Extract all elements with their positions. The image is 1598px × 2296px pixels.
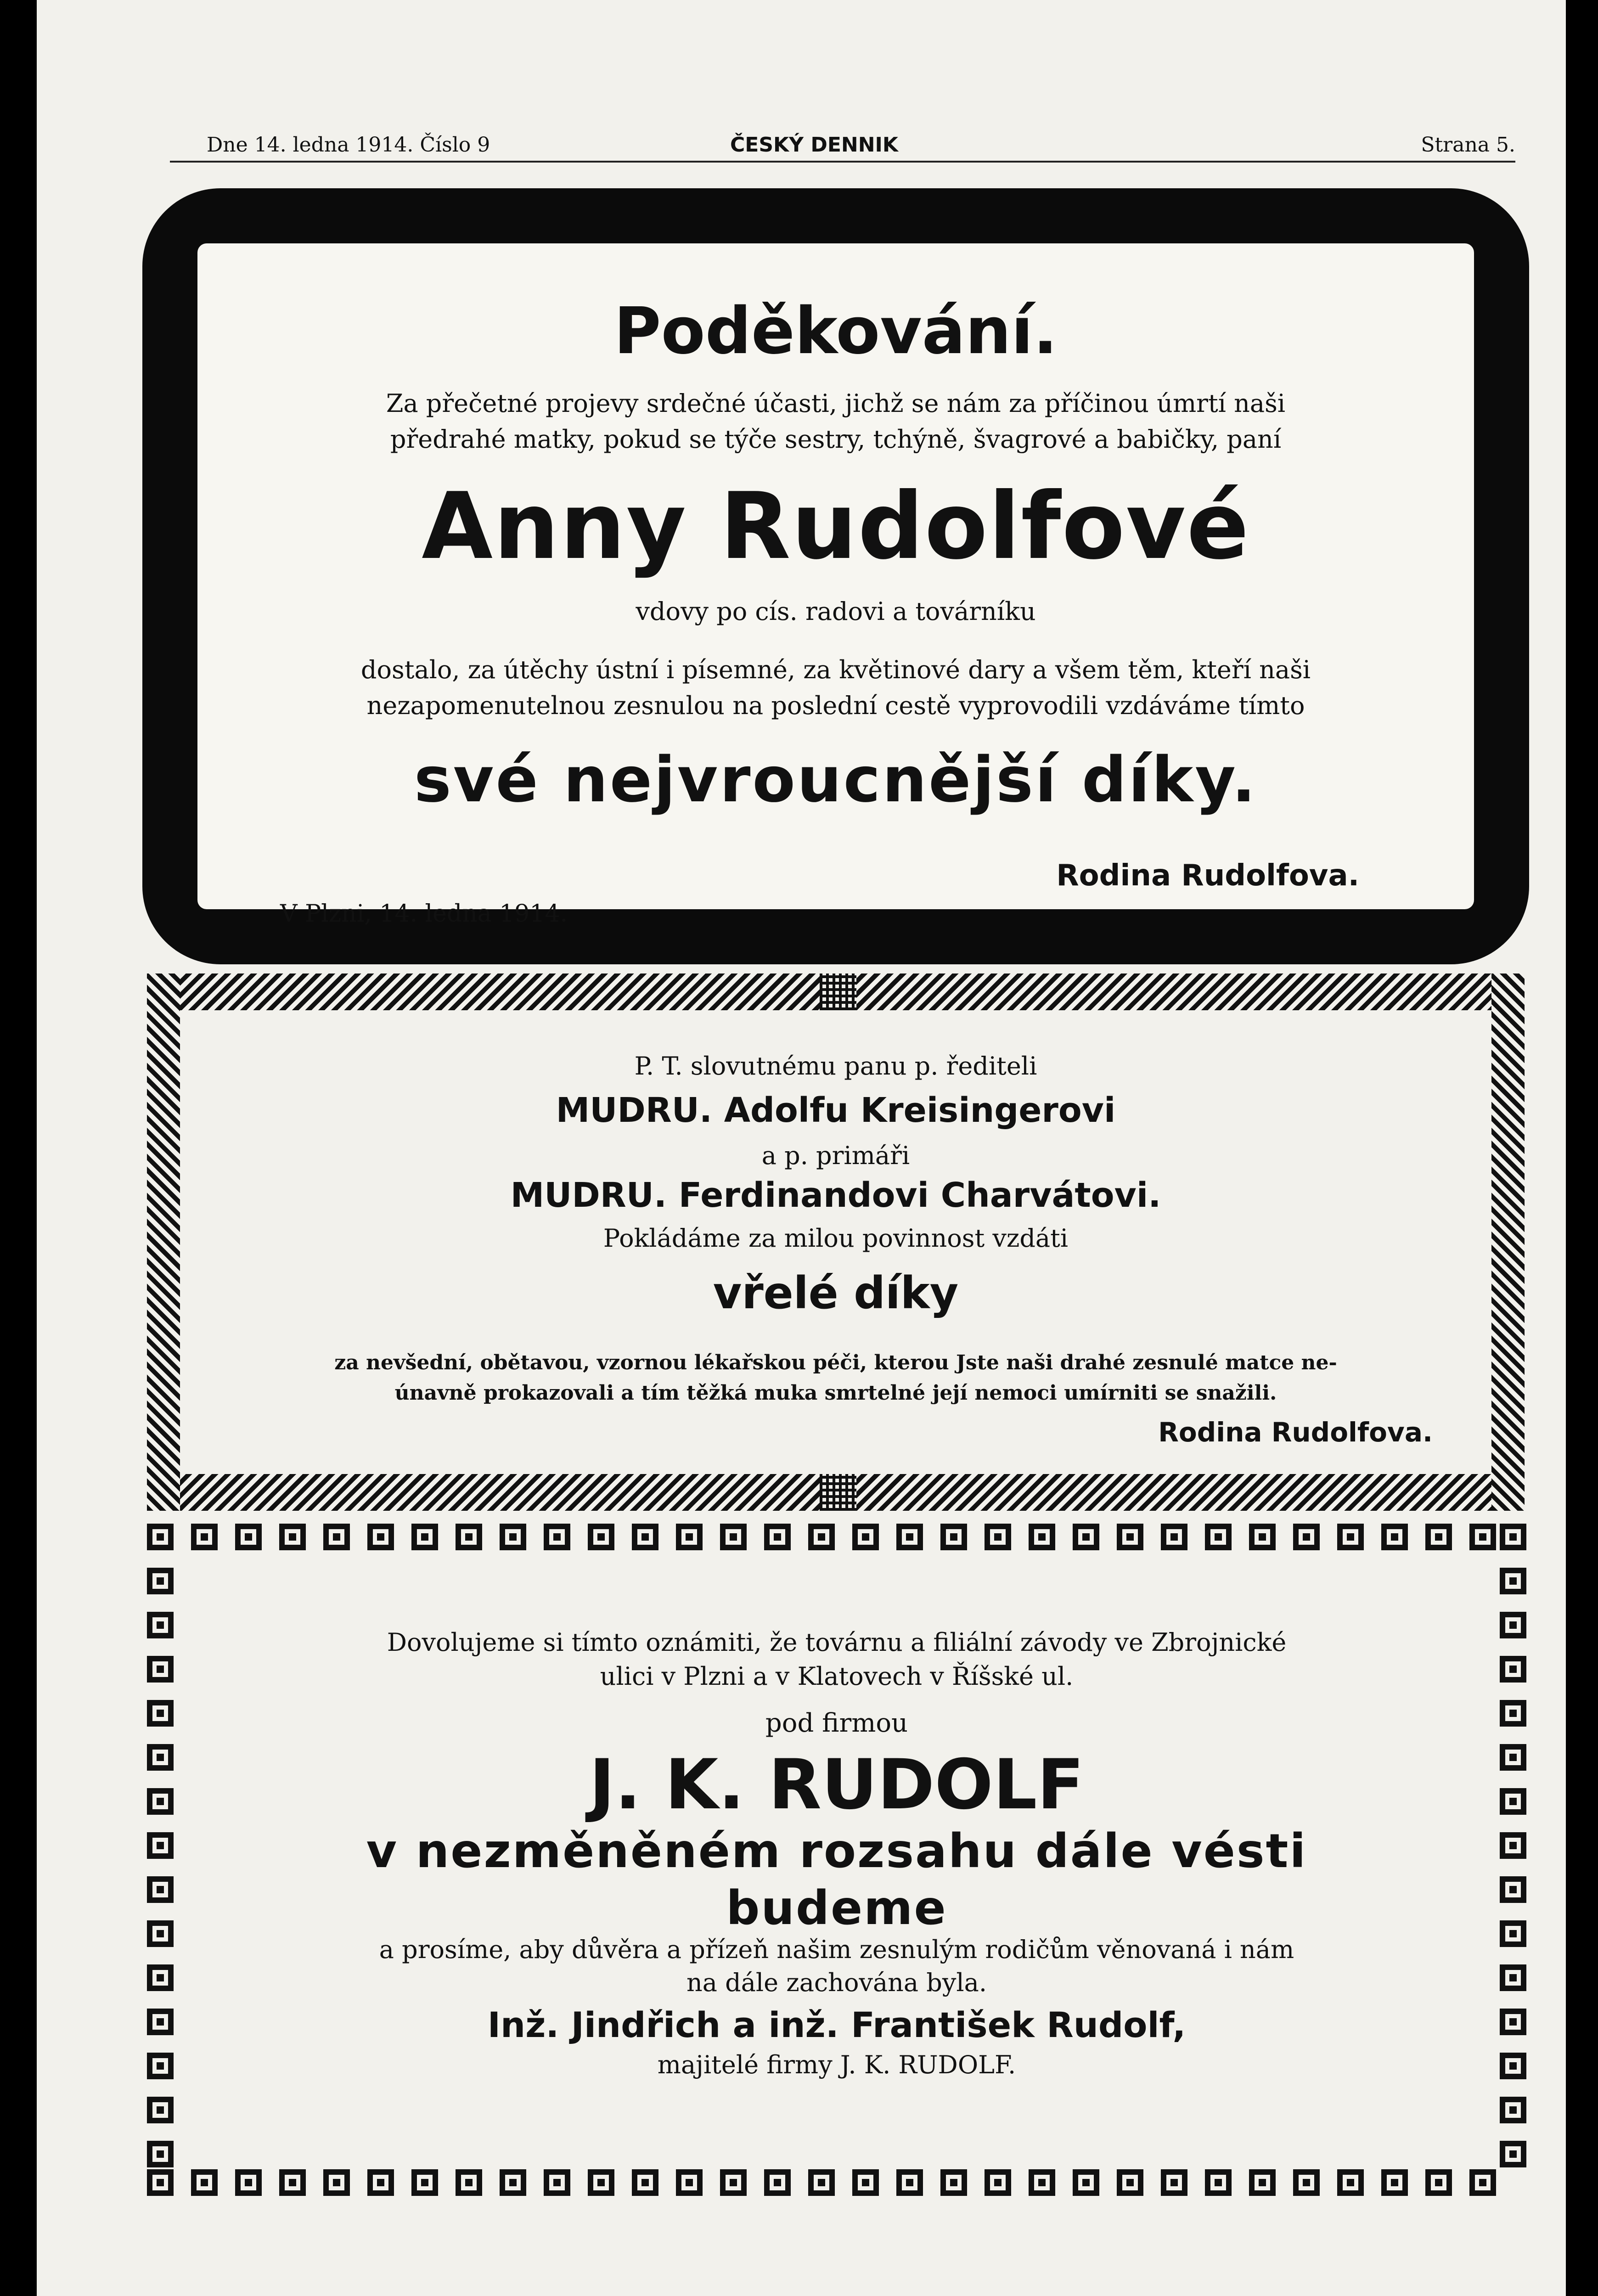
doctor-name-2: MUDRU. Ferdinandovi Charvátovi. bbox=[510, 1176, 1161, 1215]
border-square bbox=[279, 1524, 306, 1550]
ornament-center-bottom bbox=[820, 1474, 856, 1511]
border-square bbox=[1029, 1524, 1055, 1550]
border-square bbox=[500, 2169, 526, 2196]
border-square bbox=[191, 1524, 218, 1550]
border-square bbox=[500, 1524, 526, 1550]
border-square bbox=[1381, 2169, 1408, 2196]
duty-line: Pokládáme za milou povinnost vzdáti bbox=[603, 1224, 1069, 1253]
notice-intro bbox=[197, 386, 1474, 457]
border-square bbox=[764, 1524, 791, 1550]
header-date-issue: Dne 14. ledna 1914. Číslo 9 bbox=[207, 133, 490, 157]
border-square bbox=[896, 2169, 923, 2196]
border-square bbox=[1205, 2169, 1232, 2196]
border-square bbox=[1249, 2169, 1276, 2196]
thanks-heading-2: vřelé díky bbox=[713, 1267, 959, 1319]
announcement-line-2: ulici v Plzni a v Klatovech v Říšské ul. bbox=[600, 1662, 1074, 1691]
border-square bbox=[1425, 2169, 1452, 2196]
newspaper-page bbox=[37, 0, 1566, 2296]
border-square bbox=[367, 2169, 394, 2196]
square-border-bottom bbox=[143, 2166, 1530, 2200]
border-square bbox=[676, 1524, 703, 1550]
border-square bbox=[323, 2169, 350, 2196]
doctors-body-line-1: za nevšední, obětavou, vzornou lékařskou péči, kterou Jste naši drahé zesnulé matce ne- bbox=[334, 1351, 1337, 1374]
border-square bbox=[456, 1524, 482, 1550]
border-square bbox=[1425, 1524, 1452, 1550]
owners-subtitle: majitelé firmy J. K. RUDOLF. bbox=[657, 2050, 1016, 2079]
doctors-body bbox=[147, 1348, 1525, 1408]
notice-title: Poděkování. bbox=[613, 294, 1058, 369]
border-square bbox=[940, 2169, 967, 2196]
border-square bbox=[1161, 2169, 1187, 2196]
border-square bbox=[1500, 1568, 1526, 1594]
border-square bbox=[235, 2169, 262, 2196]
border-square bbox=[632, 1524, 658, 1550]
border-square bbox=[764, 2169, 791, 2196]
border-square bbox=[544, 1524, 570, 1550]
border-square bbox=[191, 2169, 218, 2196]
border-square bbox=[147, 1524, 174, 1550]
border-square bbox=[367, 1524, 394, 1550]
border-square bbox=[323, 1524, 350, 1550]
border-square bbox=[1073, 2169, 1099, 2196]
firm-name: J. K. RUDOLF bbox=[589, 1745, 1084, 1825]
thank-you-notice-frame bbox=[142, 188, 1529, 964]
border-square bbox=[852, 1524, 879, 1550]
intro-line-1: Za přečetné projevy srdečné účasti, jichž se nám za příčinou úmrtí naši bbox=[386, 389, 1286, 418]
continuation-heading-1: v nezměněném rozsahu dále vésti bbox=[366, 1824, 1307, 1879]
border-square bbox=[279, 2169, 306, 2196]
border-square bbox=[985, 1524, 1011, 1550]
border-square bbox=[411, 2169, 438, 2196]
border-square bbox=[940, 1524, 967, 1550]
ornament-center-top bbox=[820, 974, 856, 1010]
border-square bbox=[1293, 2169, 1320, 2196]
announcement-body bbox=[143, 1933, 1530, 1999]
family-signature: Rodina Rudolfova. bbox=[1056, 859, 1359, 893]
border-square bbox=[1117, 1524, 1143, 1550]
border-square bbox=[1469, 1524, 1496, 1550]
announcement-intro bbox=[143, 1626, 1530, 1694]
border-square bbox=[456, 2169, 482, 2196]
border-square bbox=[1500, 2141, 1526, 2167]
family-signature-2: Rodina Rudolfova. bbox=[1158, 1417, 1433, 1448]
deceased-name: Anny Rudolfové bbox=[422, 473, 1250, 580]
border-square bbox=[147, 2141, 174, 2167]
owners-names: Inž. Jindřich a inž. František Rudolf, bbox=[487, 2004, 1186, 2045]
border-square bbox=[1293, 1524, 1320, 1550]
body-line-2: nezapomenutelnou zesnulou na poslední cestě vyprovodili vzdáváme tímto bbox=[366, 691, 1305, 720]
border-square bbox=[720, 2169, 747, 2196]
doctor-name-1: MUDRU. Adolfu Kreisingerovi bbox=[556, 1091, 1116, 1130]
notice-body bbox=[197, 652, 1474, 724]
doctors-thanks-notice bbox=[147, 974, 1525, 1511]
border-square bbox=[1500, 1524, 1526, 1550]
border-square bbox=[985, 2169, 1011, 2196]
border-square bbox=[676, 2169, 703, 2196]
thank-you-notice bbox=[197, 243, 1474, 928]
doctors-body-line-2: únavně prokazovali a tím těžká muka smrtelné její nemoci umírniti se snažili. bbox=[394, 1381, 1277, 1405]
place-date: V Plzni, 14. ledna 1914. bbox=[280, 900, 568, 928]
border-square bbox=[588, 1524, 614, 1550]
border-square bbox=[1381, 1524, 1408, 1550]
border-square bbox=[588, 2169, 614, 2196]
page-number: Strana 5. bbox=[1421, 133, 1515, 157]
border-square bbox=[1469, 2169, 1496, 2196]
border-square bbox=[720, 1524, 747, 1550]
under-firm-line: pod firmou bbox=[765, 1708, 908, 1738]
border-square bbox=[411, 1524, 438, 1550]
address-line: P. T. slovutnému panu p. řediteli bbox=[634, 1052, 1037, 1080]
border-square bbox=[1117, 2169, 1143, 2196]
thanks-heading: své nejvroucnější díky. bbox=[414, 744, 1258, 816]
border-square bbox=[544, 2169, 570, 2196]
border-square bbox=[632, 2169, 658, 2196]
square-border-top bbox=[143, 1520, 1530, 1554]
border-square bbox=[1073, 1524, 1099, 1550]
border-square bbox=[147, 1568, 174, 1594]
company-announcement bbox=[143, 1520, 1530, 2200]
border-square bbox=[852, 2169, 879, 2196]
deceased-subtitle: vdovy po cís. radovi a továrníku bbox=[636, 597, 1036, 626]
border-square bbox=[1249, 1524, 1276, 1550]
announcement-body-2: na dále zachována byla. bbox=[686, 1968, 987, 1997]
border-square bbox=[1337, 1524, 1364, 1550]
continuation-heading-2: budeme bbox=[726, 1881, 947, 1936]
border-square bbox=[1161, 1524, 1187, 1550]
announcement-body-1: a prosíme, aby důvěra a přízeň našim zesnulým rodičům věnovaná i nám bbox=[379, 1935, 1294, 1964]
border-square bbox=[235, 1524, 262, 1550]
border-square bbox=[1500, 2097, 1526, 2123]
border-square bbox=[1337, 2169, 1364, 2196]
body-line-1: dostalo, za útěchy ústní i písemné, za květinové dary a všem těm, kteří naši bbox=[360, 655, 1311, 684]
border-square bbox=[1205, 1524, 1232, 1550]
newspaper-title: ČESKÝ DENNIK bbox=[730, 133, 899, 157]
border-square bbox=[147, 2097, 174, 2123]
border-square bbox=[896, 1524, 923, 1550]
border-square bbox=[808, 2169, 835, 2196]
border-square bbox=[808, 1524, 835, 1550]
border-square bbox=[1029, 2169, 1055, 2196]
conjunction-line: a p. primáři bbox=[761, 1141, 910, 1170]
page-header bbox=[170, 133, 1515, 163]
continuation-heading bbox=[143, 1823, 1530, 1937]
announcement-line-1: Dovolujeme si tímto oznámiti, že továrnu a filiální závody ve Zbrojnické bbox=[387, 1628, 1287, 1657]
intro-line-2: předrahé matky, pokud se týče sestry, tchýně, švagrové a babičky, paní bbox=[390, 425, 1282, 454]
